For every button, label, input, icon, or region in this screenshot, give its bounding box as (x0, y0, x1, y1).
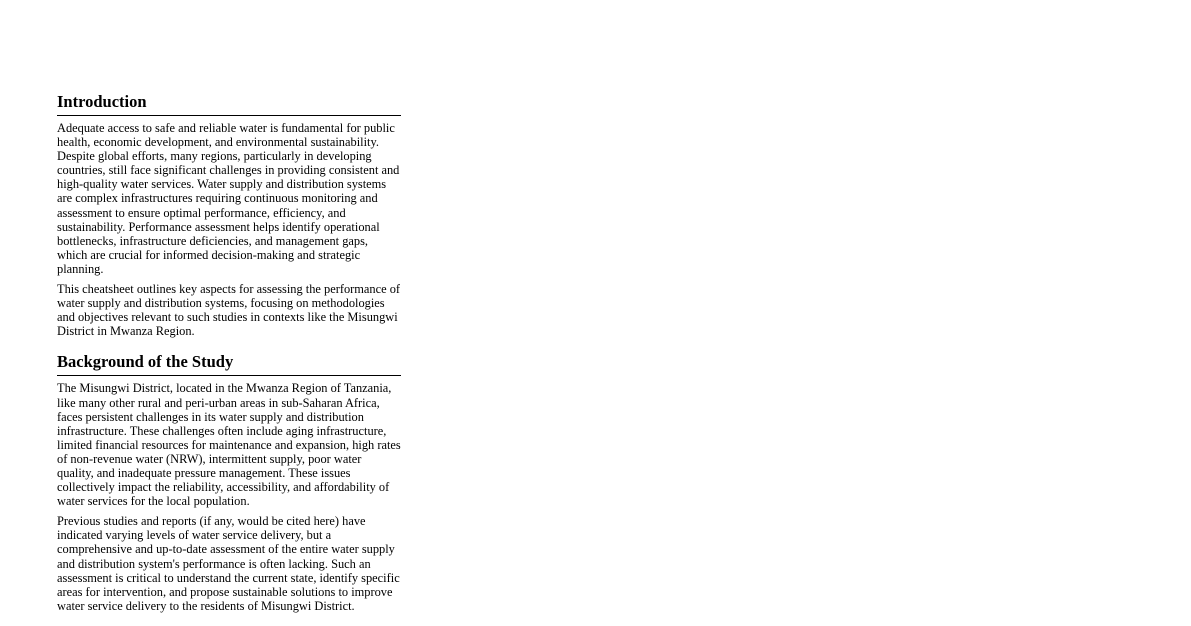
section-heading-introduction: Introduction (57, 92, 401, 116)
paragraph: This cheatsheet outlines key aspects for assessing the performance of water supply and distribution systems, focusing on methodologies and objectives relevant to such studies in contexts like the Misungwi District in Mwanza Region. (57, 282, 401, 339)
document-column (57, 92, 401, 619)
section-background (57, 352, 401, 613)
section-heading-background: Background of the Study (57, 352, 401, 376)
paragraph: The Misungwi District, located in the Mwanza Region of Tanzania, like many other rural and peri-urban areas in sub-Saharan Africa, faces persistent challenges in its water supply and distribution infrastructure. These challenges often include aging infrastructure, limited financial resources for maintenance and expansion, high rates of non-revenue water (NRW), intermittent supply, poor water quality, and inadequate pressure management. These issues collectively impact the reliability, accessibility, and affordability of water services for the local population. (57, 381, 401, 509)
paragraph: Adequate access to safe and reliable water is fundamental for public health, economic development, and environmental sustainability. Despite global efforts, many regions, particularly in developing countries, still face significant challenges in providing consistent and high-quality water services. Water supply and distribution systems are complex infrastructures requiring continuous monitoring and assessment to ensure optimal performance, efficiency, and sustainability. Performance assessment helps identify operational bottlenecks, infrastructure deficiencies, and management gaps, which are crucial for informed decision-making and strategic planning. (57, 121, 400, 276)
paragraph: Previous studies and reports (if any, would be cited here) have indicated varying levels of water service delivery, but a comprehensive and up-to-date assessment of the entire water supply and distribution system's performance is often lacking. Such an assessment is critical to understand the current state, identify specific areas for intervention, and propose sustainable solutions to improve water service delivery to the residents of Misungwi District. (57, 514, 400, 613)
section-introduction (57, 92, 401, 338)
